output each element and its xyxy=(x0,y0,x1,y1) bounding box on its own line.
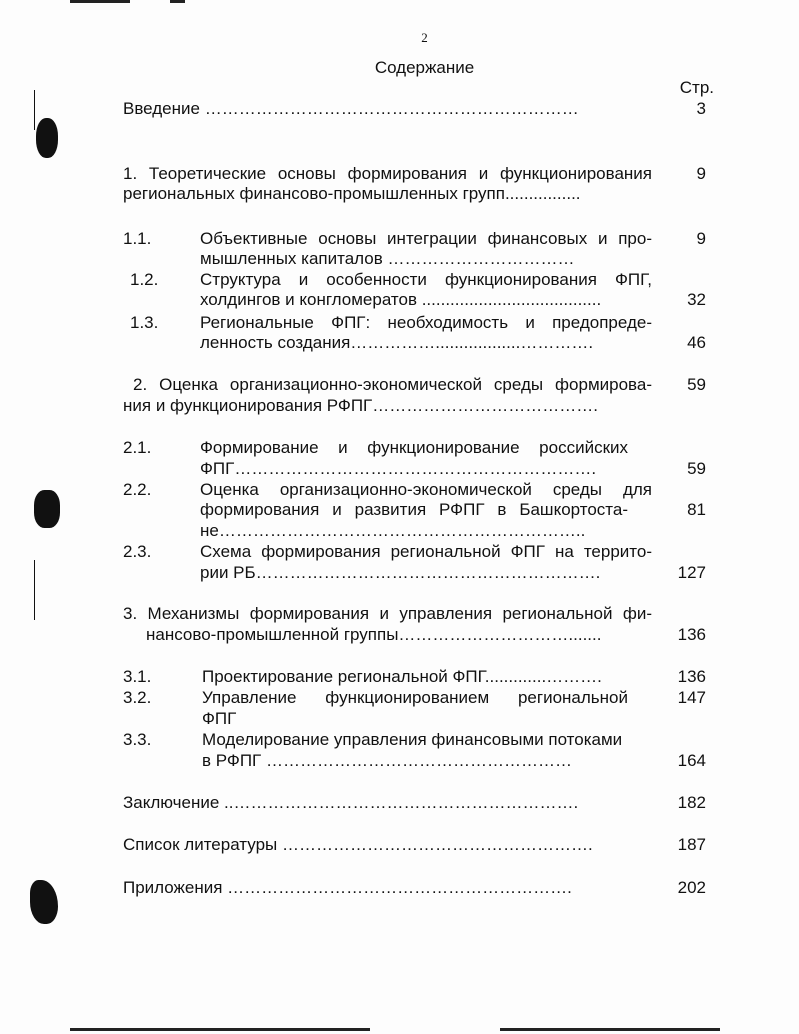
section-page: 46 xyxy=(687,333,706,352)
chapter-3-title-line1: 3. Механизмы формирования и управления региональной фи- xyxy=(123,604,652,623)
section-number: 2.1. xyxy=(123,438,152,457)
section-title-line1: Оценка организационно-экономической среды для xyxy=(200,480,652,499)
section-page: 127 xyxy=(677,563,706,582)
section-title-line2: рии РБ……………………………………………………. xyxy=(200,563,601,582)
section-title-line2: в РФПГ ……………………………………………… xyxy=(202,751,572,770)
toc-entry-intro-title: Введение ………………………………………………………… xyxy=(123,99,579,118)
section-number: 3.1. xyxy=(123,667,152,686)
section-page: 164 xyxy=(677,751,706,770)
section-title-line2: холдингов и конгломератов ...................................... xyxy=(200,290,602,309)
section-number: 2.3. xyxy=(123,542,152,561)
page-column-header: Стр. xyxy=(679,78,714,97)
section-title-line2: ленность создания……………..................…………. xyxy=(200,333,594,352)
scan-edge-mark xyxy=(70,1028,370,1031)
section-page: 59 xyxy=(687,459,706,478)
section-title-line2: формирования и развития РФПГ в Башкортоста- xyxy=(200,500,628,519)
section-title-line1: Формирование и функционирование российских xyxy=(200,438,628,457)
toc-entry-appendices-page: 202 xyxy=(677,878,706,897)
chapter-1-page: 9 xyxy=(696,164,706,183)
chapter-2-title-line2: ния и функционирования РФПГ…………………………………. xyxy=(123,396,598,415)
page-number: 2 xyxy=(421,30,428,45)
chapter-2-title-line1: 2. Оценка организационно-экономической среды формирова- xyxy=(133,375,652,394)
toc-entry-references-page: 187 xyxy=(677,835,706,854)
section-number: 1.2. xyxy=(130,270,159,289)
section-title-line1: Структура и особенности функционирования ФПГ, xyxy=(200,270,652,289)
scan-edge-mark xyxy=(34,560,35,620)
section-number: 1.3. xyxy=(130,313,159,332)
toc-entry-intro-page: 3 xyxy=(696,99,706,118)
section-title-line2: ФПГ………………………………………………………. xyxy=(200,459,597,478)
section-title-line1: Моделирование управления финансовыми потоками xyxy=(202,730,623,749)
section-page: 81 xyxy=(687,500,706,519)
chapter-1-title-line2: региональных финансово-промышленных групп................ xyxy=(123,184,581,203)
chapter-1-title-line1: 1. Теоретические основы формирования и функционирования xyxy=(123,164,652,183)
section-number: 3.3. xyxy=(123,730,152,749)
section-title-line1: Объективные основы интеграции финансовых и про- xyxy=(200,229,652,248)
binding-hole-mark xyxy=(36,118,58,158)
section-title-line1: Схема формирования региональной ФПГ на террито- xyxy=(200,542,652,561)
section-page: 136 xyxy=(677,667,706,686)
section-page: 32 xyxy=(687,290,706,309)
binding-hole-mark xyxy=(30,880,58,924)
section-title-line1: Проектирование региональной ФПГ.............………. xyxy=(202,667,602,686)
section-title-line2: мышленных капиталов …………………………… xyxy=(200,249,575,268)
section-title-line1: Региональные ФПГ: необходимость и предопреде- xyxy=(200,313,652,332)
chapter-2-page: 59 xyxy=(687,375,706,394)
toc-entry-conclusion-title: Заключение ..……………………………………………………. xyxy=(123,793,579,812)
toc-entry-references-title: Список литературы ………………………………………………. xyxy=(123,835,593,854)
scan-edge-mark xyxy=(500,1028,720,1031)
section-title-line2: ФПГ xyxy=(202,709,237,728)
section-number: 1.1. xyxy=(123,229,152,248)
scan-edge-mark xyxy=(70,0,130,3)
scan-edge-mark xyxy=(34,90,35,130)
section-number: 3.2. xyxy=(123,688,152,707)
toc-entry-appendices-title: Приложения ……………………………………………………. xyxy=(123,878,572,897)
section-number: 2.2. xyxy=(123,480,152,499)
binding-hole-mark xyxy=(34,490,60,528)
toc-entry-conclusion-page: 182 xyxy=(677,793,706,812)
section-title-line3: не……………………………………………………….. xyxy=(200,521,586,540)
chapter-3-title-line2: нансово-промышленной группы…………………………....... xyxy=(146,625,602,644)
chapter-3-page: 136 xyxy=(677,625,706,644)
section-page: 147 xyxy=(677,688,706,707)
scan-edge-mark xyxy=(170,0,185,3)
section-title-line1: Управление функционированием региональной xyxy=(202,688,628,707)
section-page: 9 xyxy=(696,229,706,248)
page-title: Содержание xyxy=(374,58,475,77)
